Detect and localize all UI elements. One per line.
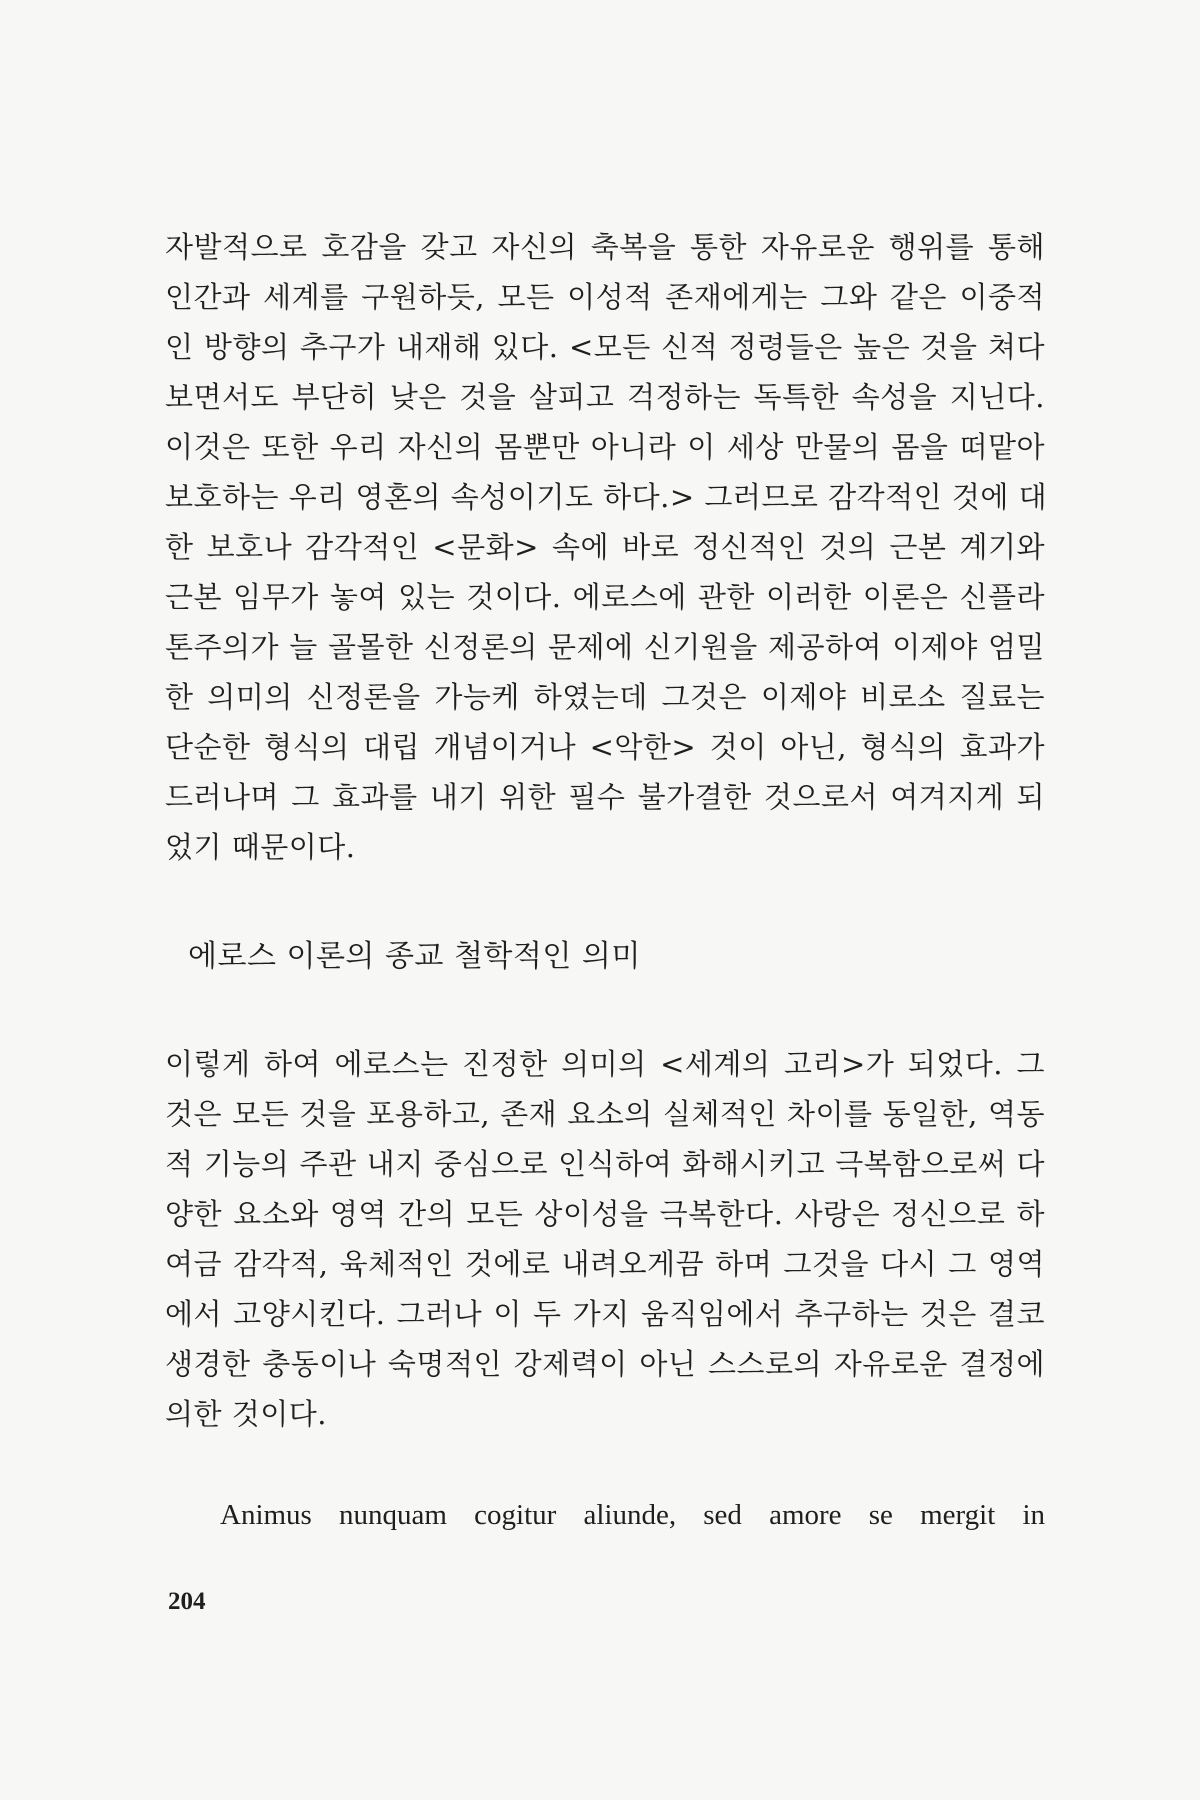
text-line: 었기 때문이다. xyxy=(165,830,356,864)
text-line: 에서 고양시킨다. 그러나 이 두 가지 움직임에서 추구하는 것은 결코 xyxy=(165,1297,1045,1331)
text-line: 생경한 충동이나 숙명적인 강제력이 아닌 스스로의 자유로운 결정에 xyxy=(165,1347,1045,1381)
text-line: 단순한 형식의 대립 개념이거나 <악한> 것이 아닌, 형식의 효과가 xyxy=(165,730,1045,764)
text-line: 이것은 또한 우리 자신의 몸뿐만 아니라 이 세상 만물의 몸을 떠맡아 xyxy=(165,430,1045,464)
text-line: 양한 요소와 영역 간의 모든 상이성을 극복한다. 사랑은 정신으로 하 xyxy=(165,1197,1045,1231)
body-paragraph-1 xyxy=(165,222,1048,872)
page-number: 204 xyxy=(168,1588,206,1615)
text-line: 드러나며 그 효과를 내기 위한 필수 불가결한 것으로서 여겨지게 되 xyxy=(165,780,1045,814)
text-line: 자발적으로 호감을 갖고 자신의 축복을 통한 자유로운 행위를 통해 xyxy=(165,230,1045,264)
text-line: 보면서도 부단히 낮은 것을 살피고 걱정하는 독특한 속성을 지닌다. xyxy=(165,380,1045,414)
text-line: 한 의미의 신정론을 가능케 하였는데 그것은 이제야 비로소 질료는 xyxy=(165,680,1045,714)
text-line: 것은 모든 것을 포용하고, 존재 요소의 실체적인 차이를 동일한, 역동 xyxy=(165,1097,1045,1131)
body-paragraph-2 xyxy=(165,1039,1045,1439)
text-line: 근본 임무가 놓여 있는 것이다. 에로스에 관한 이러한 이론은 신플라 xyxy=(165,580,1045,614)
section-heading: 에로스 이론의 종교 철학적인 의미 xyxy=(188,939,641,974)
text-line: 인 방향의 추구가 내재해 있다. <모든 신적 정령들은 높은 것을 쳐다 xyxy=(165,330,1045,364)
text-line: 적 기능의 주관 내지 중심으로 인식하여 화해시키고 극복함으로써 다 xyxy=(165,1147,1045,1181)
text-line: 톤주의가 늘 골몰한 신정론의 문제에 신기원을 제공하여 이제야 엄밀 xyxy=(165,630,1045,664)
text-line: 여금 감각적, 육체적인 것에로 내려오게끔 하며 그것을 다시 그 영역 xyxy=(165,1247,1045,1281)
text-line: Animus nunquam cogitur aliunde, sed amore se mergit in xyxy=(220,1499,1045,1531)
text-line: 보호하는 우리 영혼의 속성이기도 하다.> 그러므로 감각적인 것에 대 xyxy=(165,480,1048,514)
text-line: 인간과 세계를 구원하듯, 모든 이성적 존재에게는 그와 같은 이중적 xyxy=(165,280,1045,314)
text-line: 이렇게 하여 에로스는 진정한 의미의 <세계의 고리>가 되었다. 그 xyxy=(165,1047,1045,1081)
latin-quote-paragraph xyxy=(165,1490,1045,1540)
text-line: 의한 것이다. xyxy=(165,1397,328,1431)
text-line: 한 보호나 감각적인 <문화> 속에 바로 정신적인 것의 근본 계기와 xyxy=(165,530,1045,564)
